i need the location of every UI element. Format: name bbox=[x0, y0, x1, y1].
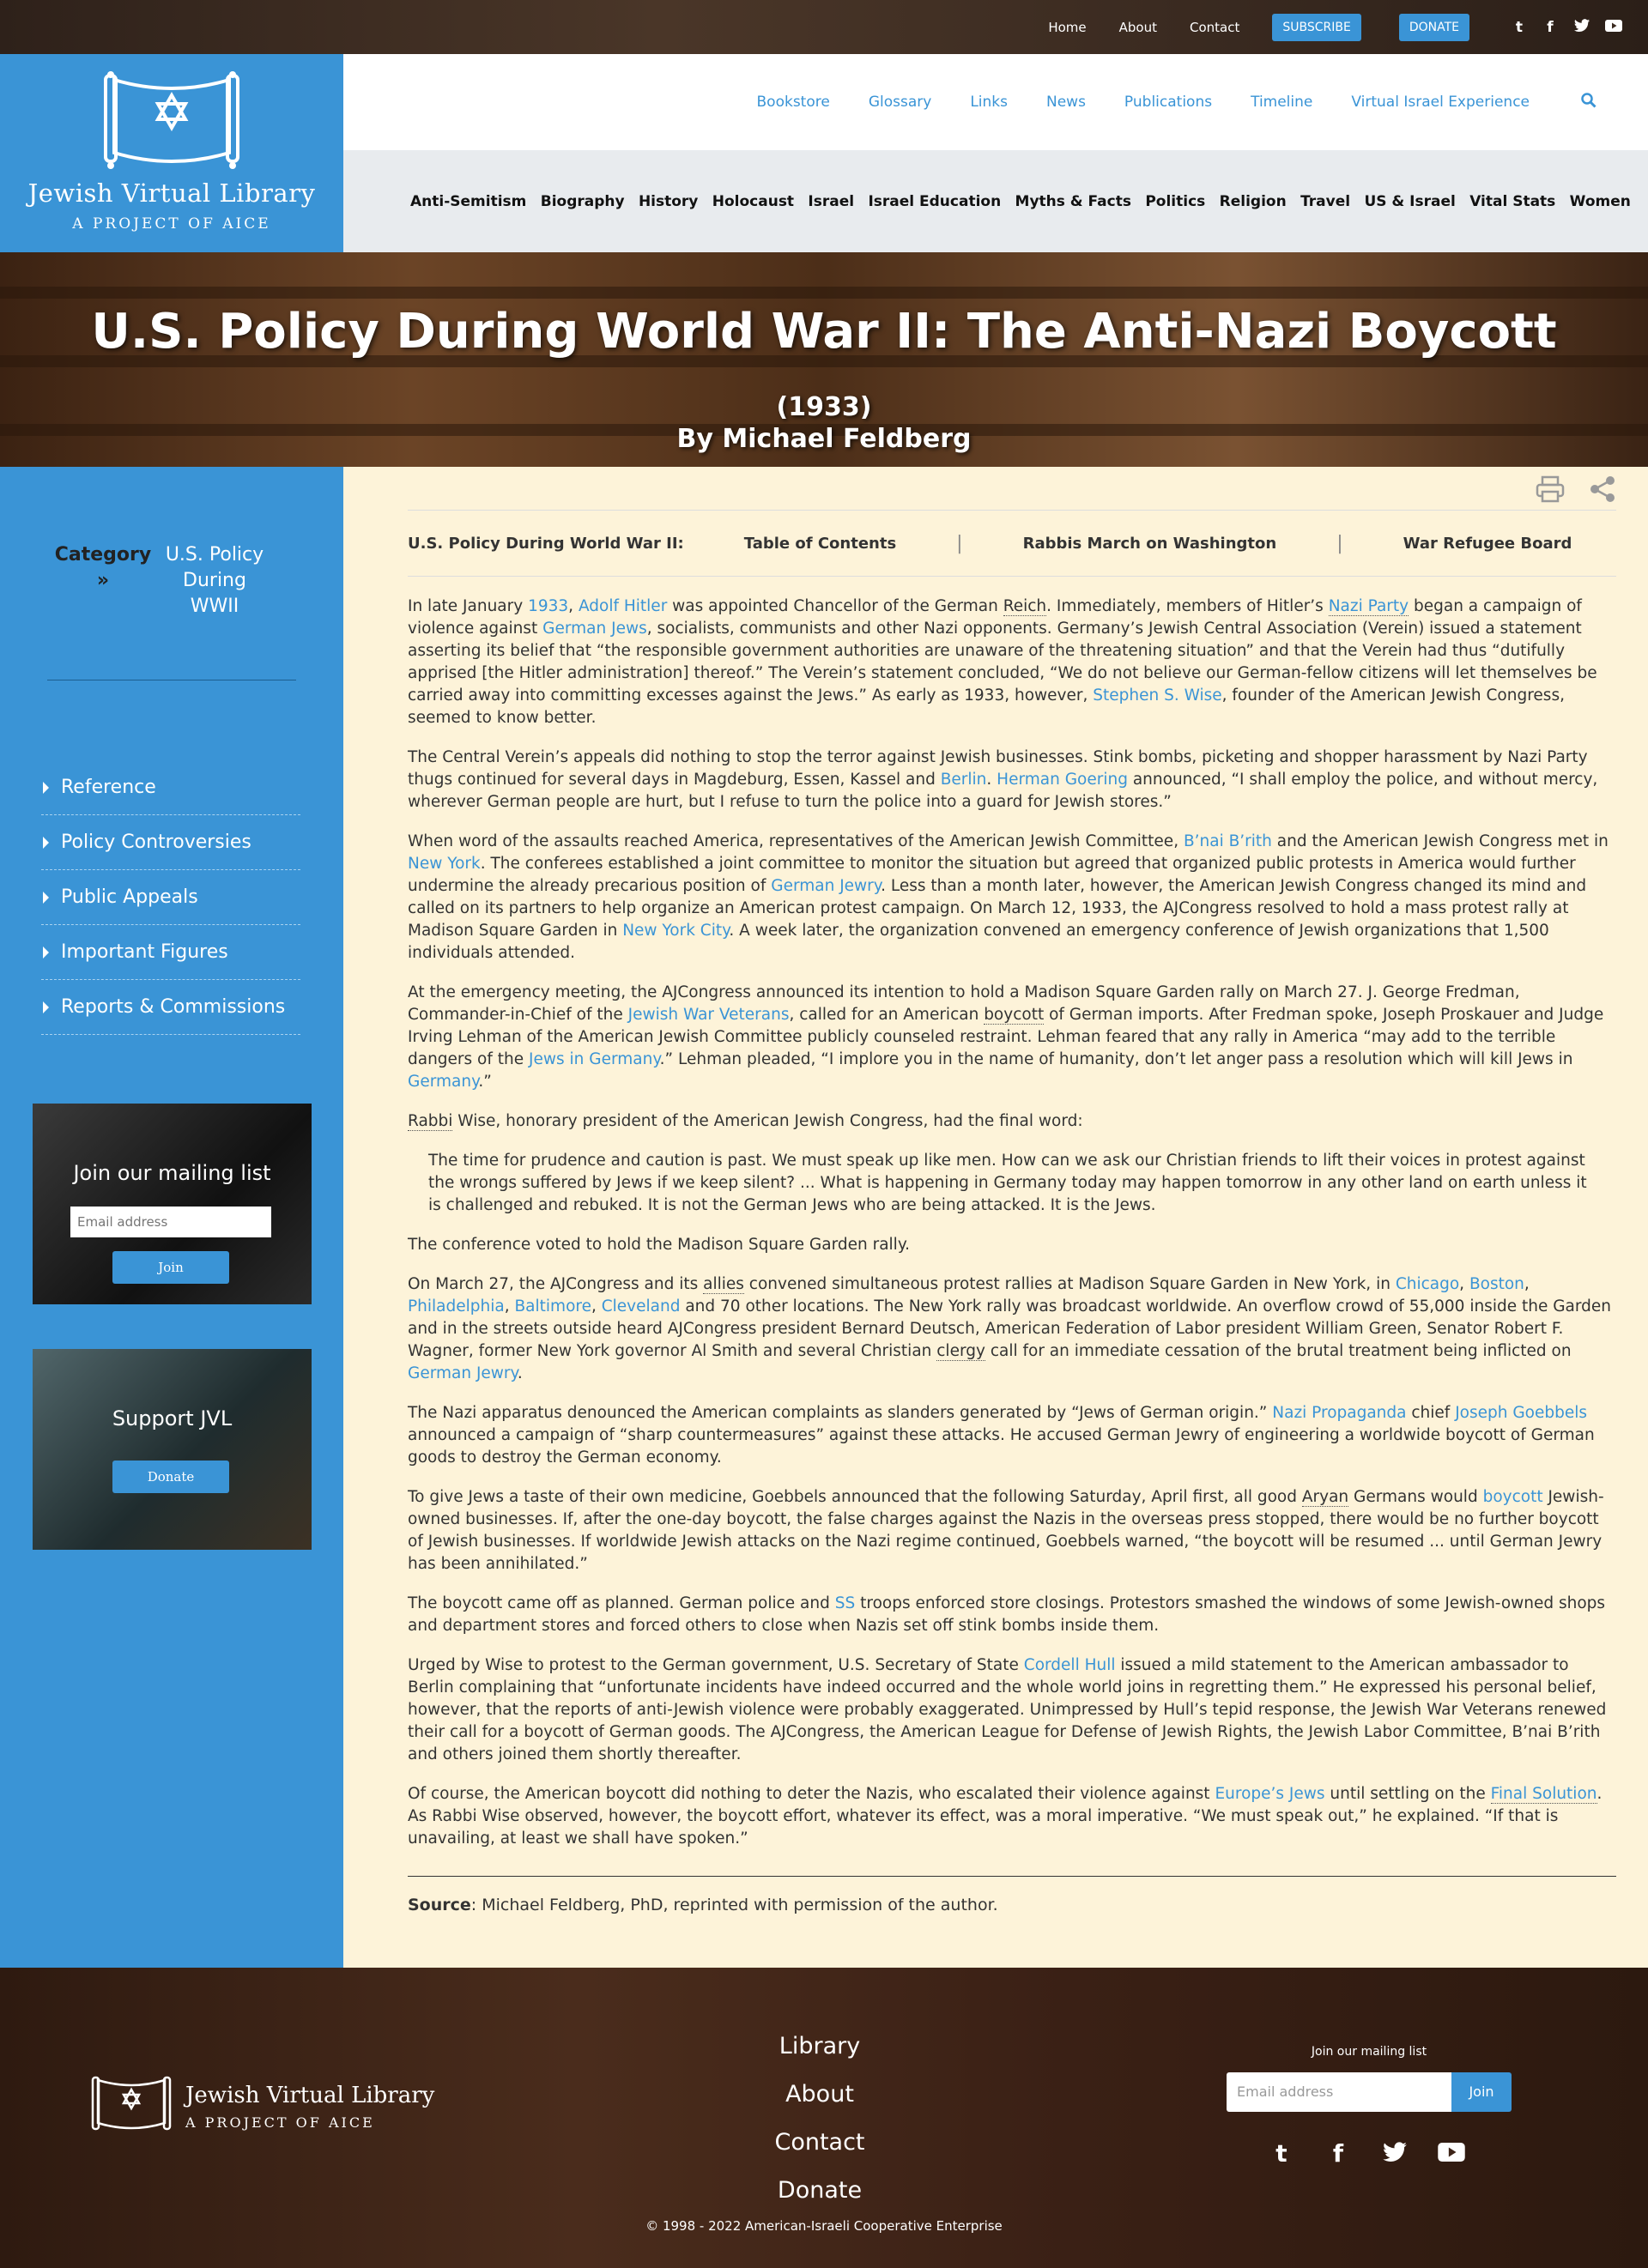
source-note bbox=[408, 1876, 1616, 1914]
nav-politics[interactable]: Politics bbox=[1145, 192, 1206, 210]
paragraph bbox=[408, 1783, 1616, 1850]
caret-right-icon bbox=[43, 782, 49, 794]
source-label: Source bbox=[408, 1896, 471, 1914]
link-german-jews[interactable]: German Jews bbox=[542, 620, 647, 638]
mailing-list-title: Join our mailing list bbox=[73, 1161, 271, 1185]
paragraph bbox=[408, 1402, 1616, 1469]
footer-join-button[interactable]: Join bbox=[1451, 2072, 1512, 2112]
toc-separator: | bbox=[1336, 532, 1343, 554]
text: until settling on the bbox=[1324, 1785, 1491, 1803]
sidebar-item-policy-controversies[interactable] bbox=[41, 815, 300, 870]
nav-timeline[interactable]: Timeline bbox=[1251, 94, 1313, 111]
toc-separator: | bbox=[956, 532, 963, 554]
caret-right-icon bbox=[43, 947, 49, 959]
logo-subtitle: A PROJECT OF AICE bbox=[72, 215, 271, 233]
text: At the emergency meeting, the AJCongress announced its intention to hold a Madison Square Garden rally on March 27. J. George Fredman, Commander-in-Chief of the bbox=[408, 983, 1520, 1024]
top-link-contact[interactable]: Contact bbox=[1190, 19, 1240, 35]
youtube-icon[interactable] bbox=[1605, 19, 1619, 36]
site-logo[interactable] bbox=[0, 54, 343, 252]
sidebar-item-label: Policy Controversies bbox=[61, 832, 251, 853]
nav-anti-semitism[interactable]: Anti-Semitism bbox=[410, 192, 527, 210]
link-jews-in-germany[interactable]: Jews in Germany bbox=[529, 1050, 660, 1068]
toc-table-of-contents[interactable]: Table of Contents bbox=[743, 534, 897, 553]
caret-right-icon bbox=[43, 837, 49, 849]
footer-link-contact[interactable]: Contact bbox=[774, 2129, 865, 2156]
paragraph bbox=[408, 1110, 1616, 1133]
top-bar bbox=[0, 0, 1648, 54]
support-title: Support JVL bbox=[112, 1406, 233, 1430]
text: To give Jews a taste of their own medicine, Goebbels announced that the following Saturday, April first, all good bbox=[408, 1488, 1302, 1506]
page-author: By Michael Feldberg bbox=[676, 424, 972, 454]
email-input[interactable] bbox=[70, 1207, 271, 1237]
category-block bbox=[47, 542, 305, 620]
logo-title: Jewish Virtual Library bbox=[27, 178, 316, 208]
link-cordell-hull[interactable]: Cordell Hull bbox=[1023, 1656, 1116, 1674]
footer-social-links bbox=[1253, 2139, 1480, 2168]
text: . The conferees established a joint committee to monitor the situation but agreed that organized public protests in America would further undermine the already precarious position of bbox=[408, 855, 1576, 895]
link-germany[interactable]: Germany bbox=[408, 1073, 479, 1091]
tumblr-icon[interactable]: t bbox=[1515, 18, 1524, 36]
sidebar-item-reference[interactable] bbox=[41, 760, 300, 815]
sidebar bbox=[0, 467, 343, 1968]
text: , bbox=[568, 597, 579, 615]
text: , called for an American bbox=[789, 1006, 985, 1024]
scroll-star-icon bbox=[90, 71, 253, 174]
primary-nav bbox=[343, 54, 1648, 150]
text: , bbox=[504, 1297, 515, 1315]
nav-myths-facts[interactable]: Myths & Facts bbox=[1015, 192, 1131, 210]
share-icon[interactable] bbox=[1589, 475, 1616, 509]
sidebar-item-public-appeals[interactable] bbox=[41, 870, 300, 925]
text: The Nazi apparatus denounced the American complaints as slanders generated by “Jews of German origin.” bbox=[408, 1404, 1273, 1422]
nav-history[interactable]: History bbox=[638, 192, 699, 210]
text: . bbox=[517, 1364, 523, 1382]
nav-publications[interactable]: Publications bbox=[1124, 94, 1213, 111]
text: chief bbox=[1406, 1404, 1456, 1422]
top-link-home[interactable]: Home bbox=[1048, 19, 1087, 35]
link-herman-goering[interactable]: Herman Goering bbox=[997, 771, 1128, 789]
support-box bbox=[33, 1349, 312, 1550]
footer-link-about[interactable]: About bbox=[785, 2081, 854, 2108]
paragraph bbox=[408, 747, 1616, 813]
toc-rabbis-march[interactable]: Rabbis March on Washington bbox=[1022, 534, 1277, 553]
text: In late January bbox=[408, 597, 529, 615]
subscribe-button[interactable]: SUBSCRIBE bbox=[1272, 14, 1360, 41]
source-text: : Michael Feldberg, PhD, reprinted with permission of the author. bbox=[470, 1896, 998, 1914]
sidebar-item-label: Reports & Commissions bbox=[61, 996, 286, 1018]
category-value[interactable]: U.S. Policy During WWII bbox=[165, 544, 264, 617]
text: began a campaign of violence against bbox=[408, 597, 1582, 638]
category-nav bbox=[343, 150, 1648, 252]
text: , socialists, communists and other Nazi opponents. Germany’s Jewish Central Association (Verein) issued a statement asserting its belief that “the responsible government authorities are unaware of the threatening situation” and that the Verein had thus “dutifully apprised [the Hitler administration] thereof.” The Verein’s statement concluded, “We do not believe our German-fellow citizens will let themselves be carried away into committing excesses against the Jews.” As early as 1933, however, bbox=[408, 620, 1597, 705]
footer-logo-subtitle: A PROJECT OF AICE bbox=[185, 2114, 375, 2131]
nav-religion[interactable]: Religion bbox=[1219, 192, 1287, 210]
text: The Central Verein’s appeals did nothing to stop the terror against Jewish businesses. Stink bombs, picketing and shopper harassment by Nazi Party thugs continued for several days in Magdeburg, Essen, Kassel and bbox=[408, 748, 1588, 789]
paragraph bbox=[408, 982, 1616, 1093]
text: call for an immediate cessation of the brutal treatment being inflicted on bbox=[985, 1342, 1572, 1360]
sidebar-item-label: Reference bbox=[61, 777, 156, 798]
caret-right-icon bbox=[43, 1001, 49, 1013]
link-europes-jews[interactable]: Europe’s Jews bbox=[1215, 1785, 1325, 1803]
toc-label: U.S. Policy During World War II: bbox=[408, 534, 684, 553]
article bbox=[408, 467, 1616, 1968]
text: , bbox=[591, 1297, 602, 1315]
link-new-york[interactable]: New York bbox=[408, 855, 481, 873]
text: When word of the assaults reached America, representatives of the American Jewish Committee, bbox=[408, 832, 1184, 850]
paragraph bbox=[408, 1654, 1616, 1766]
link-german-jewry[interactable]: German Jewry bbox=[408, 1364, 518, 1382]
copyright: © 1998 - 2022 American-Israeli Cooperative Enterprise bbox=[645, 2218, 1003, 2234]
nav-vital-stats[interactable]: Vital Stats bbox=[1469, 192, 1556, 210]
link-berlin[interactable]: Berlin bbox=[940, 771, 987, 789]
text: , founder of the American Jewish Congress, seemed to know better. bbox=[408, 686, 1565, 727]
text: . Less than a month later, however, the American Jewish Congress changed its mind and called on its partners to help organize an American protest campaign. On March 12, 1933, the AJCongress resolved to hold a mass protest rally at Madison Square Garden in bbox=[408, 877, 1587, 940]
paragraph bbox=[408, 1486, 1616, 1576]
text: and 70 other locations. The New York rally was broadcast worldwide. An overflow crowd of 55,000 inside the Garden and in the streets outside heard AJCongress president Bernard Deutsch, American Federation of Labor president William Green, Senator Robert F. Wagner, former New York governor Al Smith and several Christian bbox=[408, 1297, 1612, 1360]
text: .” Lehman pleaded, “I implore you in the name of humanity, don’t let anger pass a resolution which will kill Jews in bbox=[659, 1050, 1573, 1068]
nav-glossary[interactable]: Glossary bbox=[868, 94, 932, 111]
caret-right-icon bbox=[43, 892, 49, 904]
glossary-term-rabbi[interactable]: Rabbi bbox=[408, 1112, 453, 1130]
article-tools bbox=[1512, 475, 1616, 509]
sidebar-item-label: Public Appeals bbox=[61, 886, 198, 908]
text: announced a campaign of “sharp countermeasures” against these attacks. He accused German Jewry of engineering a worldwide boycott of German goods to destroy the German economy. bbox=[408, 1426, 1595, 1467]
top-link-about[interactable]: About bbox=[1118, 19, 1157, 35]
text: , bbox=[1459, 1275, 1469, 1293]
link-cleveland[interactable]: Cleveland bbox=[601, 1297, 681, 1315]
nav-links[interactable]: Links bbox=[970, 94, 1008, 111]
category-label: Category » bbox=[54, 544, 152, 591]
text: Jewish-owned businesses. If, after the one-day boycott, the false charges against the Nazis in the overseas press stopped, there would be no further boycott of Jewish businesses. If worldwide Jewish attacks on the Nazi regime continued, Goebbels warned, “the boycott will be resumed ... until German Jewry has been annihilated.” bbox=[408, 1488, 1604, 1573]
mailing-list-box bbox=[33, 1104, 312, 1304]
join-button[interactable]: Join bbox=[112, 1251, 229, 1284]
glossary-term-clergy[interactable]: clergy bbox=[936, 1342, 985, 1360]
nav-virtual-israel-experience[interactable]: Virtual Israel Experience bbox=[1351, 94, 1530, 111]
paragraph bbox=[408, 1273, 1616, 1385]
link-final-solution[interactable]: Final Solution bbox=[1490, 1785, 1597, 1803]
social-links bbox=[1504, 19, 1627, 36]
text: announced, “I shall employ the police, and without mercy, wherever German people are hurt, but I refuse to turn the police into a guard for Jewish stores.” bbox=[408, 771, 1598, 811]
blockquote: The time for prudence and caution is past. We must speak up like men. How can we ask our Christian friends to lift their voices in protest against the wrongs suffered by Jews if we keep silent? ... What is happening in Germany today may happen tomorrow in any other land on earth unless it is challenged and rebuked. It is not the German Jews who are being attacked. It is the Jews. bbox=[428, 1152, 1587, 1214]
youtube-icon[interactable] bbox=[1423, 2139, 1480, 2168]
glossary-term-aryan[interactable]: Aryan bbox=[1301, 1488, 1349, 1506]
nav-biography[interactable]: Biography bbox=[540, 192, 625, 210]
link-boycott[interactable]: boycott bbox=[1482, 1488, 1543, 1506]
nav-israel[interactable]: Israel bbox=[808, 192, 855, 210]
link-baltimore[interactable]: Baltimore bbox=[514, 1297, 591, 1315]
sidebar-menu bbox=[41, 760, 300, 1035]
link-new-york-city[interactable]: New York City bbox=[622, 922, 730, 940]
nav-women[interactable]: Women bbox=[1569, 192, 1631, 210]
link-jewish-war-veterans[interactable]: Jewish War Veterans bbox=[627, 1006, 790, 1024]
text: . As Rabbi Wise observed, however, the boycott effort, whatever its effect, was a moral imperative. “We must speak out,” he explained. “If that is unavailing, at least we shall have spoken.” bbox=[408, 1785, 1603, 1848]
text: Wise, honorary president of the American Jewish Congress, had the final word: bbox=[452, 1112, 1083, 1130]
sidebar-item-important-figures[interactable] bbox=[41, 925, 300, 980]
text: Germans would bbox=[1348, 1488, 1483, 1506]
nav-holocaust[interactable]: Holocaust bbox=[712, 192, 795, 210]
nav-israel-education[interactable]: Israel Education bbox=[868, 192, 1002, 210]
nav-travel[interactable]: Travel bbox=[1300, 192, 1351, 210]
nav-news[interactable]: News bbox=[1045, 94, 1086, 111]
footer-link-library[interactable]: Library bbox=[779, 2033, 861, 2059]
text: . Immediately, members of Hitler’s bbox=[1046, 597, 1329, 615]
sidebar-item-reports-commissions[interactable] bbox=[41, 980, 300, 1035]
text: Urged by Wise to protest to the German government, U.S. Secretary of State bbox=[408, 1656, 1024, 1674]
paragraph bbox=[408, 596, 1616, 729]
text: of German imports. After Fredman spoke, Joseph Proskauer and Judge Irving Lehman of the American Jewish Committee publicly counseled restraint. Lehman feared that any rally in America “may add to the terrible dangers of the bbox=[408, 1006, 1604, 1068]
paragraph bbox=[408, 831, 1616, 965]
text: Of course, the American boycott did nothing to deter the Nazis, who escalated their violence against bbox=[408, 1785, 1215, 1803]
link-philadelphia[interactable]: Philadelphia bbox=[408, 1297, 505, 1315]
sidebar-donate-button[interactable]: Donate bbox=[112, 1461, 229, 1493]
page-year: (1933) bbox=[776, 392, 872, 422]
glossary-term-reich[interactable]: Reich bbox=[1003, 597, 1047, 615]
link-nazi-propaganda[interactable]: Nazi Propaganda bbox=[1272, 1404, 1407, 1422]
footer-mailing-title: Join our mailing list bbox=[1311, 2045, 1427, 2059]
link-stephen-wise[interactable]: Stephen S. Wise bbox=[1093, 686, 1222, 705]
text: , bbox=[1524, 1275, 1530, 1293]
sidebar-item-label: Important Figures bbox=[61, 941, 228, 963]
link-joseph-goebbels[interactable]: Joseph Goebbels bbox=[1455, 1404, 1588, 1422]
link-german-jewry[interactable]: German Jewry bbox=[771, 877, 882, 895]
page-title: U.S. Policy During World War II: The Anti-Nazi Boycott bbox=[91, 304, 1557, 360]
text: convened simultaneous protest rallies at Madison Square Garden in New York, in bbox=[743, 1275, 1396, 1293]
text: was appointed Chancellor of the German bbox=[667, 597, 1003, 615]
donate-button[interactable]: DONATE bbox=[1399, 14, 1469, 41]
nav-bookstore[interactable]: Bookstore bbox=[756, 94, 830, 111]
facebook-icon[interactable]: f bbox=[1332, 2139, 1344, 2168]
link-boston[interactable]: Boston bbox=[1469, 1275, 1524, 1293]
search-icon[interactable] bbox=[1581, 93, 1596, 112]
link-bnai-brith[interactable]: B’nai B’rith bbox=[1183, 832, 1272, 850]
nav-us-israel[interactable]: US & Israel bbox=[1364, 192, 1456, 210]
paragraph: The conference voted to hold the Madison Square Garden rally. bbox=[408, 1236, 911, 1254]
glossary-term-allies[interactable]: allies bbox=[703, 1275, 744, 1293]
top-links bbox=[1048, 0, 1648, 54]
text: . bbox=[986, 771, 997, 789]
link-adolf-hitler[interactable]: Adolf Hitler bbox=[578, 597, 668, 615]
text: .” bbox=[478, 1073, 492, 1091]
link-ss[interactable]: SS bbox=[834, 1594, 856, 1612]
text: The boycott came off as planned. German police and bbox=[408, 1594, 835, 1612]
link-1933[interactable]: 1933 bbox=[528, 597, 569, 615]
footer bbox=[0, 1968, 1648, 2268]
text: issued a mild statement to the American ambassador to Berlin complaining that “unfortunate incidents have indeed occurred and the whole world joins in regretting them.” He expressed his personal belief, however, that the reports of anti-Jewish violence were probably exaggerated. Unimpressed by Hull’s tepid response, the Jewish War Veterans renewed their call for a boycott of German goods. The AJCongress, the American League for Defense of Jewish Rights, the Jewish Labor Committee, B’nai B’rith and others joined them shortly thereafter. bbox=[408, 1656, 1607, 1763]
hero-shelf bbox=[0, 287, 1648, 299]
toc-bar bbox=[408, 510, 1616, 577]
tumblr-icon[interactable]: t bbox=[1275, 2139, 1288, 2168]
glossary-term-boycott[interactable]: boycott bbox=[984, 1006, 1045, 1024]
text: and the American Jewish Congress met in bbox=[1271, 832, 1609, 850]
text: On March 27, the AJCongress and its bbox=[408, 1275, 704, 1293]
footer-menu bbox=[687, 2023, 953, 2215]
text: . A week later, the organization convened an emergency conference of Jewish organizations that 1,500 individuals attended. bbox=[408, 922, 1549, 962]
twitter-icon[interactable] bbox=[1574, 19, 1588, 36]
toc-war-refugee-board[interactable]: War Refugee Board bbox=[1403, 534, 1572, 553]
scroll-star-icon[interactable] bbox=[84, 2075, 179, 2135]
footer-logo-title: Jewish Virtual Library bbox=[185, 2083, 435, 2108]
facebook-icon[interactable]: f bbox=[1547, 18, 1554, 36]
link-chicago[interactable]: Chicago bbox=[1395, 1275, 1460, 1293]
article-body bbox=[408, 596, 1616, 1867]
print-icon[interactable] bbox=[1536, 475, 1565, 509]
hero-banner bbox=[0, 252, 1648, 467]
paragraph bbox=[408, 1593, 1616, 1637]
text: troops enforced store closings. Protestors smashed the windows of some Jewish-owned shops and department stores and forced others to close when Nazis set off stink bombs inside them. bbox=[408, 1594, 1606, 1635]
footer-email-input[interactable]: Email address bbox=[1227, 2072, 1451, 2112]
footer-link-donate[interactable]: Donate bbox=[777, 2177, 863, 2204]
link-nazi-party[interactable]: Nazi Party bbox=[1328, 597, 1409, 615]
twitter-icon[interactable] bbox=[1366, 2139, 1423, 2168]
